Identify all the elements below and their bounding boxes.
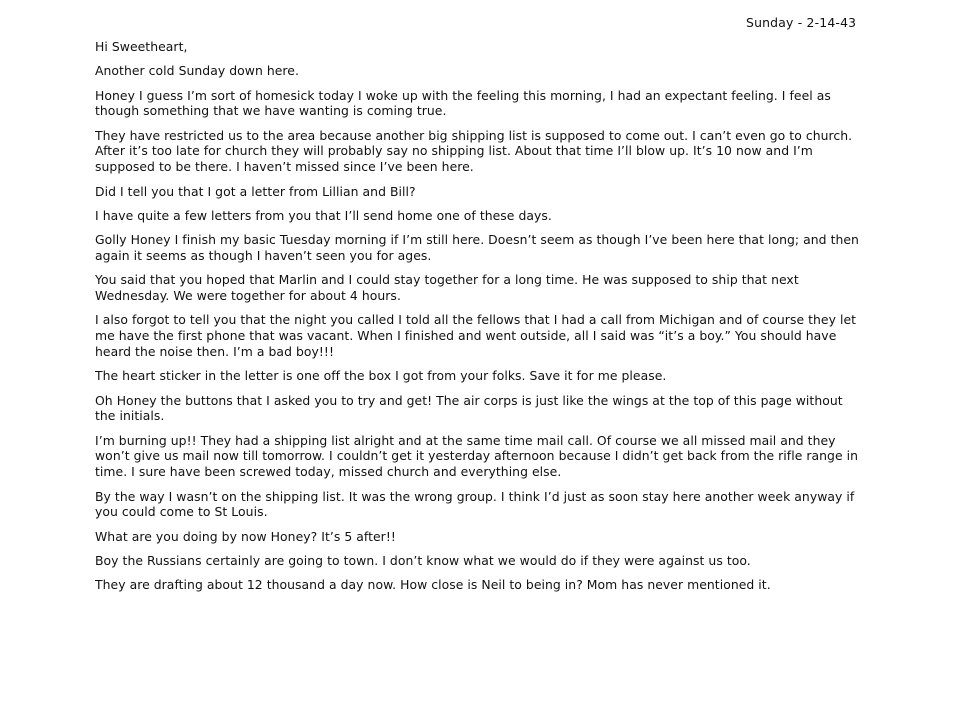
paragraph: I have quite a few letters from you that I’ll send home one of these days. bbox=[95, 207, 552, 223]
letter-body bbox=[95, 39, 865, 602]
paragraph: You said that you hoped that Marlin and I could stay together for a long time. He was supposed to ship that next Wednesday. We were together for about 4 hours. bbox=[95, 272, 799, 304]
paragraph: Golly Honey I finish my basic Tuesday morning if I’m still here. Doesn’t seem as though I’ve been here that long; and then again it seems as though I haven’t seen you for ages. bbox=[95, 232, 859, 263]
paragraph: They have restricted us to the area because another big shipping list is supposed to come out. I can’t even go to church. After it’s too late for church they will probably say no shipping list. About that time I’ll blow up. It’s 10 now and I’m supposed to be there. I haven’t missed since I’ve been here. bbox=[95, 127, 853, 175]
paragraph: I also forgot to tell you that the night you called I told all the fellows that I had a call from Michigan and of course they let me have the first phone that was vacant. When I finished and went outside, all I said was “it’s a boy.” You should have heard the noise then. I’m a bad boy!!! bbox=[95, 312, 857, 359]
paragraph: They are drafting about 12 thousand a day now. How close is Neil to being in? Mom has never mentioned it. bbox=[95, 577, 771, 593]
paragraph: Honey I guess I’m sort of homesick today I woke up with the feeling this morning, I had an expectant feeling. I feel as though something that we have wanting is coming true. bbox=[95, 87, 831, 119]
paragraph: Oh Honey the buttons that I asked you to try and get! The air corps is just like the wings at the top of this page without the initials. bbox=[95, 392, 843, 424]
salutation: Hi Sweetheart, bbox=[95, 39, 188, 54]
letter-date: Sunday - 2-14-43 bbox=[746, 15, 857, 30]
paragraph: The heart sticker in the letter is one off the box I got from your folks. Save it for me please. bbox=[95, 368, 667, 384]
paragraph: Boy the Russians certainly are going to town. I don’t know what we would do if they were against us too. bbox=[95, 552, 751, 568]
paragraph: Another cold Sunday down here. bbox=[95, 63, 299, 79]
paragraph: Did I tell you that I got a letter from Lillian and Bill? bbox=[95, 183, 416, 199]
paragraph: I’m burning up!! They had a shipping list alright and at the same time mail call. Of course we all missed mail and they won’t give us mail now till tomorrow. I couldn’t get it yesterday afternoon because I didn’t get back from the rifle range in time. I sure have been screwed today, missed church and everything else. bbox=[95, 432, 859, 480]
paragraph: What are you doing by now Honey? It’s 5 after!! bbox=[95, 528, 396, 544]
paragraph: By the way I wasn’t on the shipping list. It was the wrong group. I think I’d just as soon stay here another week anyway if you could come to St Louis. bbox=[95, 488, 855, 520]
